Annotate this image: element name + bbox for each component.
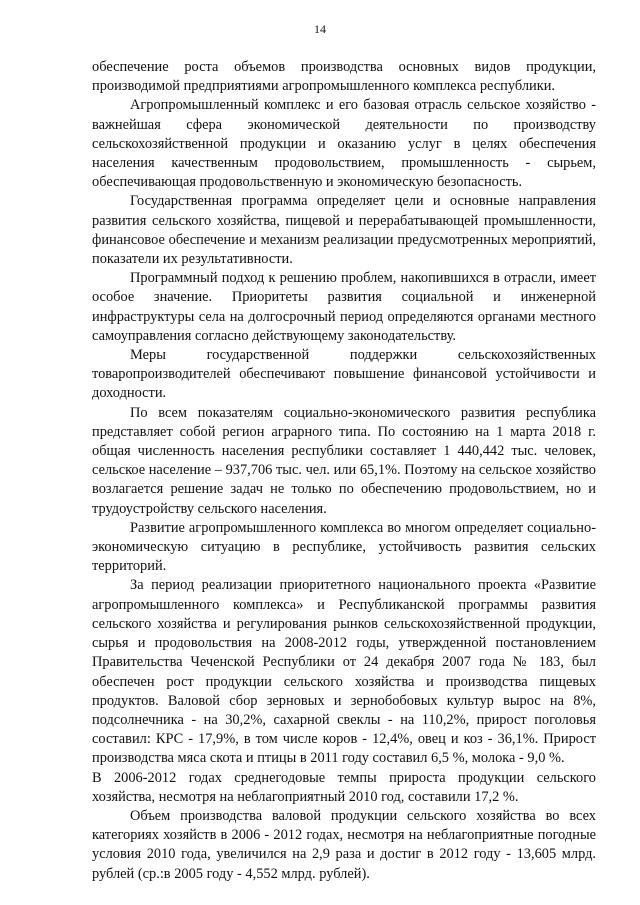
paragraph-indicators: По всем показателям социально-экономического развития республика представляет собой регион аграрного типа. По состоянию на 1 марта 2018 г. общая численность населения республики составляет 1 440,442 тыс. человек, сельское население – 937,706 тыс. чел. или 65,1%. Поэтому на сельское хозяйство возлагается решение задач не только по обеспечению продовольствием, но и трудоустройству сельского населения. xyxy=(92,404,596,517)
document-body xyxy=(92,58,596,884)
paragraph-state-program: Государственная программа определяет цели и основные направления развития сельского хозяйства, пищевой и перерабатывающей промышленности, финансовое обеспечение и механизм реализации предусмотренных мероприятий, показатели их результативности. xyxy=(92,193,596,268)
paragraph-agro-complex: Агропромышленный комплекс и его базовая отрасль сельское хозяйство - важнейшая сфера экономической деятельности по производству сельскохозяйственной продукции и оказанию услуг в целях обеспечения населения качественным продовольствием, промышленность - сырьем, обеспечивающая продовольственную и экономическую безопасность. xyxy=(92,97,596,191)
paragraph-program-approach: Программный подход к решению проблем, накопившихся в отрасли, имеет особое значение. Приоритеты развития социальной и инженерной инфраструктуры села на долгосрочный период определяются органами местного самоуправления согласно действующему законодательству. xyxy=(92,270,596,344)
paragraph-growth-rates: В 2006-2012 годах среднегодовые темпы прироста продукции сельского хозяйства, несмотря на неблагоприятный 2010 год, составили 17,2 %. xyxy=(92,769,596,805)
paragraph-development: Развитие агропромышленного комплекса во многом определяет социально-экономическую ситуацию в республике, устойчивость развития сельских территорий. xyxy=(92,519,596,575)
paragraph-gross-output: Объем производства валовой продукции сельского хозяйства во всех категориях хозяйств в 2006 - 2012 годах, несмотря на неблагоприятные погодные условия 2010 года, увеличился на 2,9 раза и достиг в 2012 году - 13,605 млрд. рублей (ср.:в 2005 году - 4,552 млрд. рублей). xyxy=(92,807,596,882)
page-number: 14 xyxy=(314,22,326,36)
paragraph-support-measures: Меры государственной поддержки сельскохозяйственных товаропроизводителей обеспечивают повышение финансовой устойчивости и доходности. xyxy=(92,347,596,402)
paragraph-national-project: За период реализации приоритетного национального проекта «Развитие агропромышленного комплекса» и Республиканской программы развития сельского хозяйства и регулирования рынков сельскохозяйственной продукции, сырья и продовольствия на 2008-2012 годы, утвержденной постановлением Правительства Чеченской Республики от 24 декабря 2007 года № 183, был обеспечен рост продукции сельского хозяйства и производства пищевых продуктов. Валовой сбор зерновых и зернобобовых культур вырос на 8%, подсолнечника - на 30,2%, сахарной свеклы - на 110,2%, прирост поголовья составил: КРС - 17,9%, в том числе коров - 12,4%, овец и коз - 36,1%. Прирост производства мяса скота и птицы в 2011 году составил 6,5 %, молока - 9,0 %. xyxy=(92,577,596,767)
paragraph-continuation: обеспечение роста объемов производства основных видов продукции, производимой предприятиями агропромышленного комплекса республики. xyxy=(92,59,596,95)
